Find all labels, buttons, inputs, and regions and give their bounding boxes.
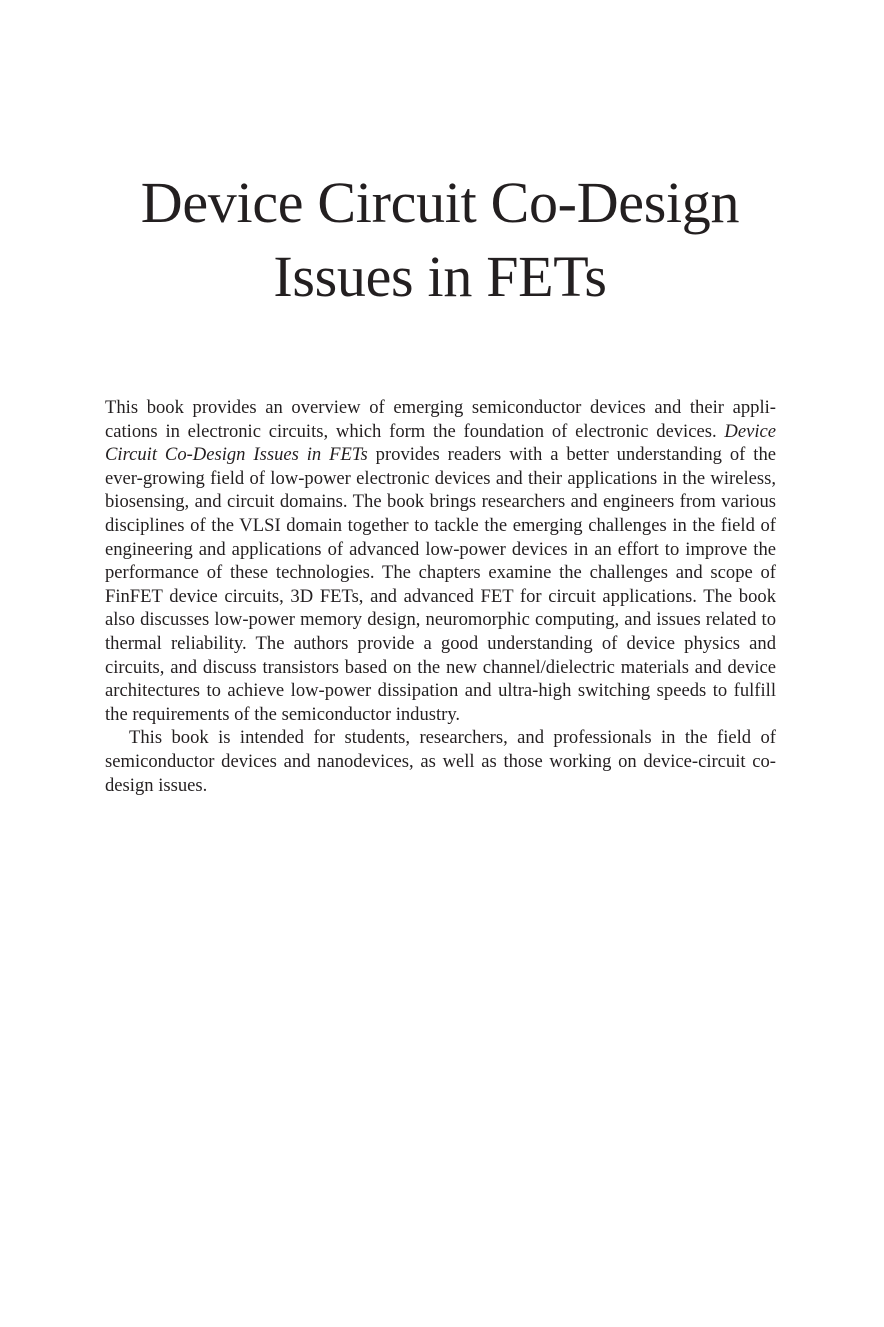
- paragraph-1-text-end: provides readers with a better understanding of the ever-growing field of low-power electronic devices and their applications in the wireless, biosensing, and circuit domains. The book brings researchers and engineers from various disciplines of the VLSI domain together to tackle the emerging challenges in the field of engineering and applications of advanced low-power devices in an effort to improve the performance of these technologies. The chapters examine the challenges and scope of FinFET device circuits, 3D FETs, and advanced FET for circuit applications. The book also discusses low-power memory design, neuromorphic computing, and issues related to thermal reliability. The authors provide a good understanding of device physics and circuits, and discuss transistors based on the new channel/dielectric materials and device architectures to achieve low-power dissipation and ultra-high switching speeds to fulfill the requirements of the semiconductor industry.: [105, 444, 776, 725]
- book-description: [105, 396, 776, 797]
- description-paragraph-2: This book is intended for students, researchers, and professionals in the field of semiconductor devices and nanodevices, as well as those working on device-circuit co-design issues.: [105, 727, 776, 796]
- description-paragraph-1: [105, 396, 776, 726]
- italic-book-title: Device Circuit Co-Design Issues in FETs: [105, 420, 776, 466]
- book-title-line-2: Issues in FETs: [273, 244, 607, 309]
- paragraph-1-text-start: This book provides an overview of emerging semiconductor devices and their applications in electronic circuits, which form the foundation of electronic devices.: [105, 397, 776, 442]
- book-title: [60, 166, 820, 314]
- book-title-line-1: Device Circuit Co-Design: [140, 170, 740, 235]
